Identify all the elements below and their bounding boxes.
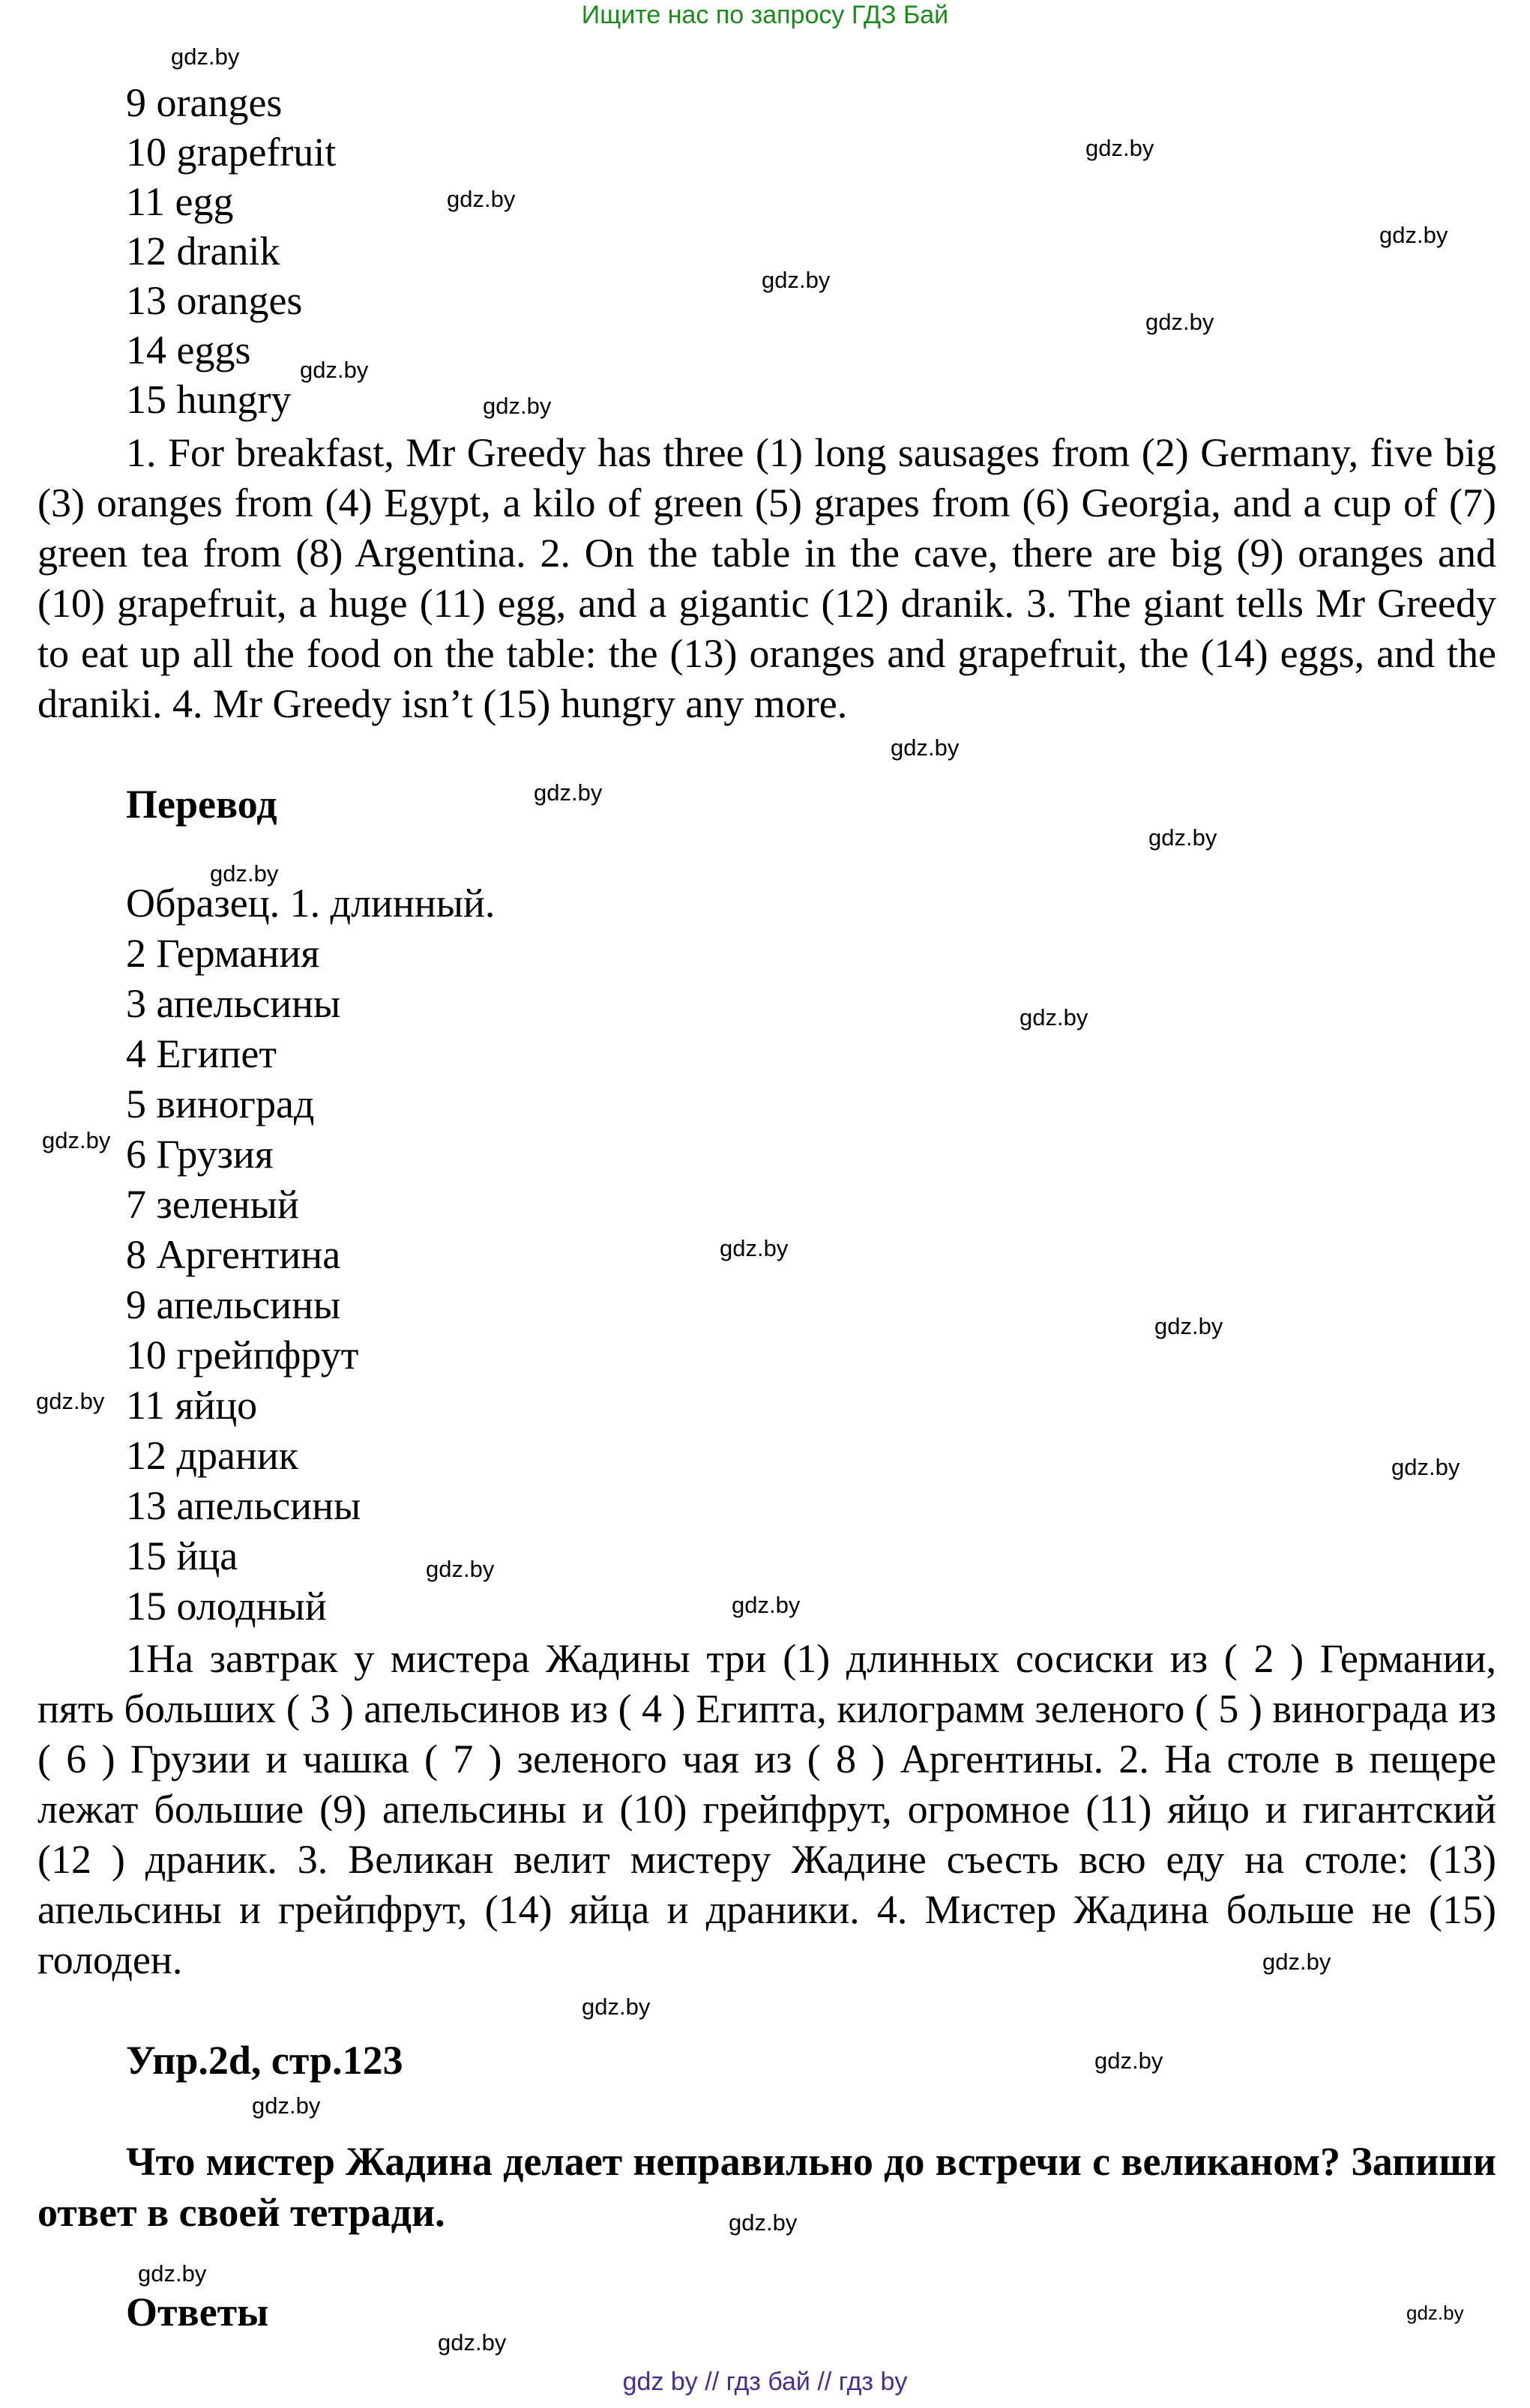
watermark: gdz.by xyxy=(1148,824,1217,851)
text-russian: 1На завтрак у мистера Жадины три (1) длинных сосиски из ( 2 ) Германии, пять больших ( 3 ) апельсинов из ( 4 ) Египта, килограмм зеленого ( 5 ) винограда из ( 6 ) Грузии и чашка ( 7 ) зеленого чая из ( 8 ) Аргентины. 2. На столе в пещере лежат большие (9) апельсины и (10) грейпфрут, огромное (11) яйцо и гигантский (12 ) драник. 3. Великан велит мистеру Жадине съесть всю еду на столе: (13) апельсины и грейпфрут, (14) яйца и драники. 4. Мистер Жадина больше не (15) голоден. xyxy=(37,1636,1496,1982)
watermark: gdz.by xyxy=(210,860,279,887)
text-english: 1. For breakfast, Mr Greedy has three (1) long sausages from (2) Germany, five big (3) oranges from (4) Egypt, a kilo of green (5) grapes from (6) Georgia, and a cup of (7) green tea from (8) Argentina. 2. On the table in the cave, there are big (9) oranges and (10) grapefruit, a huge (11) egg, and a gigantic (12) dranik. 3. The giant tells Mr Greedy to eat up all the food on the table: the (13) oranges and grapefruit, the (14) eggs, and the draniki. 4. Mr Greedy isn’t (15) hungry any more. xyxy=(37,430,1496,726)
watermark: gdz.by xyxy=(36,1388,105,1414)
watermark: gdz.by xyxy=(300,357,369,383)
watermark: gdz.by xyxy=(438,2329,507,2356)
exercise-heading: Упр.2d, стр.123 xyxy=(126,2038,403,2083)
answer-en-13: 13 oranges xyxy=(126,278,303,323)
watermark: gdz.by xyxy=(447,186,516,212)
answer-ru-12: 12 драник xyxy=(126,1433,298,1478)
answer-en-12: 12 dranik xyxy=(126,229,280,274)
watermark: gdz.by xyxy=(762,267,831,293)
watermark: gdz.by xyxy=(582,1994,651,2020)
answer-ru-3: 3 апельсины xyxy=(126,981,341,1026)
watermark: gdz.by xyxy=(252,2092,321,2119)
watermark: gdz.by xyxy=(1379,222,1448,248)
watermark: gdz.by xyxy=(1020,1004,1088,1031)
answer-ru-4: 4 Египет xyxy=(126,1031,277,1076)
watermark: gdz.by xyxy=(138,2260,207,2287)
watermark: gdz.by xyxy=(483,393,552,419)
answer-ru-8: 8 Аргентина xyxy=(126,1232,341,1277)
watermark: gdz.by xyxy=(729,2209,798,2236)
watermark: gdz.by xyxy=(732,1592,801,1618)
answer-ru-1: Образец. 1. длинный. xyxy=(126,881,496,926)
answer-en-9: 9 oranges xyxy=(126,80,283,125)
watermark: gdz.by xyxy=(1406,2302,1464,2324)
exercise-question: Что мистер Жадина делает неправильно до встречи с великаном? Запиши ответ в своей тетради. xyxy=(37,2139,1496,2235)
answer-ru-13: 13 апельсины xyxy=(126,1483,361,1528)
answer-ru-9: 9 апельсины xyxy=(126,1282,341,1327)
watermark: gdz.by xyxy=(42,1127,111,1153)
answer-ru-2: 2 Германия xyxy=(126,931,320,976)
watermark: gdz.by xyxy=(426,1556,495,1582)
answer-en-11: 11 egg xyxy=(126,179,234,224)
watermark: gdz.by xyxy=(534,779,603,806)
answer-ru-15: 15 олодный xyxy=(126,1584,327,1629)
watermark: gdz.by xyxy=(1145,309,1214,335)
watermark: gdz.by xyxy=(1391,1454,1460,1480)
answer-ru-7: 7 зеленый xyxy=(126,1182,299,1227)
watermark: gdz.by xyxy=(1085,135,1154,161)
answer-ru-6: 6 Грузия xyxy=(126,1132,274,1177)
translation-heading: Перевод xyxy=(126,782,277,827)
watermark: gdz.by xyxy=(171,43,240,70)
answer-en-14: 14 eggs xyxy=(126,328,251,372)
answer-ru-10: 10 грейпфрут xyxy=(126,1333,359,1377)
answer-en-15: 15 hungry xyxy=(126,377,292,422)
answer-ru-14: 15 йца xyxy=(126,1533,238,1578)
bottom-footer: gdz by // гдз бай // гдз by xyxy=(622,2368,908,2396)
watermark: gdz.by xyxy=(1154,1313,1223,1339)
answers-heading: Ответы xyxy=(126,2290,269,2335)
watermark: gdz.by xyxy=(1262,1949,1331,1975)
watermark: gdz.by xyxy=(891,734,960,761)
answer-en-10: 10 grapefruit xyxy=(126,130,337,175)
watermark: gdz.by xyxy=(720,1235,789,1261)
top-banner: Ищите нас по запросу ГДЗ Бай xyxy=(581,1,949,29)
watermark: gdz.by xyxy=(1094,2048,1163,2074)
answer-ru-5: 5 виноград xyxy=(126,1081,315,1126)
answer-ru-11: 11 яйцо xyxy=(126,1383,258,1428)
